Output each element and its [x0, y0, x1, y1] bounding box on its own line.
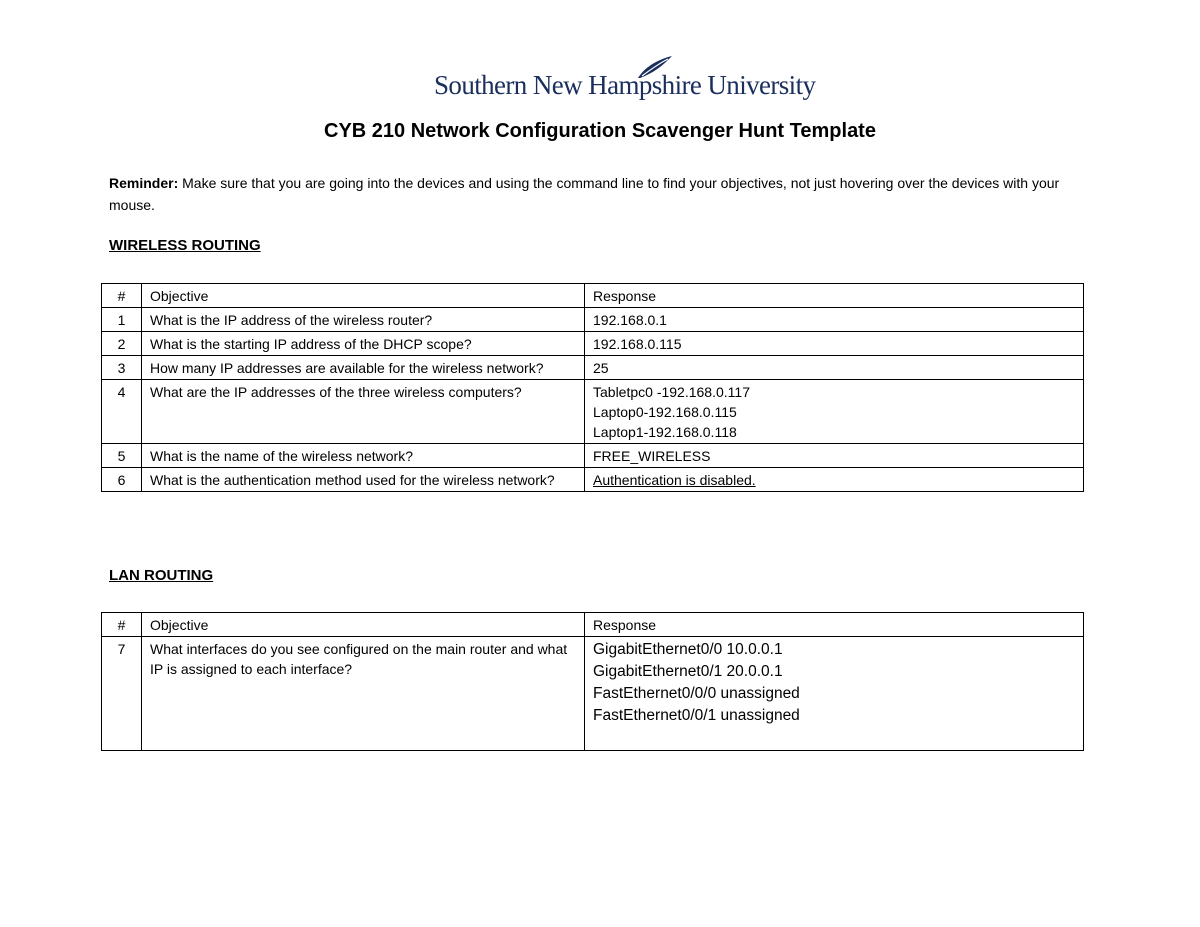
- row-response: [585, 332, 1084, 356]
- row-objective: What interfaces do you see configured on the main router and what IP is assigned to each interface?: [142, 637, 585, 751]
- response-line: 192.168.0.1: [593, 312, 667, 328]
- table-row: [102, 380, 1084, 444]
- row-response: [585, 308, 1084, 332]
- row-response: [585, 444, 1084, 468]
- response-line: GigabitEthernet0/1 20.0.0.1: [593, 663, 783, 680]
- header-response: Response: [585, 284, 1084, 308]
- response-line: 192.168.0.115: [593, 336, 682, 352]
- response-line: Laptop0-192.168.0.115: [593, 404, 737, 420]
- table-row: [102, 356, 1084, 380]
- row-num: 6: [102, 468, 142, 492]
- header-objective: Objective: [142, 613, 585, 637]
- lan-routing-table: [101, 612, 1084, 751]
- wireless-routing-table: [101, 283, 1084, 492]
- row-num: 4: [102, 380, 142, 444]
- header-response: Response: [585, 613, 1084, 637]
- row-objective: What is the name of the wireless network?: [142, 444, 585, 468]
- row-objective: What is the IP address of the wireless router?: [142, 308, 585, 332]
- row-objective: What is the authentication method used for the wireless network?: [142, 468, 585, 492]
- header-objective: Objective: [142, 284, 585, 308]
- lan-routing-heading: LAN ROUTING: [109, 567, 214, 584]
- table-row: [102, 332, 1084, 356]
- table-header-row: [102, 613, 1084, 637]
- response-line: FREE_WIRELESS: [593, 448, 711, 464]
- response-line: Authentication is disabled.: [593, 472, 756, 488]
- table-row: [102, 444, 1084, 468]
- row-num: 3: [102, 356, 142, 380]
- reminder-text: Make sure that you are going into the devices and using the command line to find your objectives, not just hovering over the devices with your mouse.: [109, 175, 1060, 213]
- header-num: #: [102, 613, 142, 637]
- response-line: GigabitEthernet0/0 10.0.0.1: [593, 641, 783, 658]
- row-objective: How many IP addresses are available for the wireless network?: [142, 356, 585, 380]
- response-line: Tabletpc0 -192.168.0.117: [593, 384, 750, 400]
- row-objective: What are the IP addresses of the three wireless computers?: [142, 380, 585, 444]
- row-response: [585, 356, 1084, 380]
- table-row: [102, 468, 1084, 492]
- response-line: FastEthernet0/0/1 unassigned: [593, 707, 800, 724]
- table-row: [102, 637, 1084, 751]
- response-line: FastEthernet0/0/0 unassigned: [593, 685, 800, 702]
- table-header-row: [102, 284, 1084, 308]
- row-num: 5: [102, 444, 142, 468]
- response-line: Laptop1-192.168.0.118: [593, 424, 737, 440]
- logo-wordmark: Southern New Hampshire University: [434, 70, 816, 100]
- row-response: [585, 637, 1084, 751]
- row-num: 2: [102, 332, 142, 356]
- row-response: [585, 468, 1084, 492]
- response-line: 25: [593, 360, 609, 376]
- wireless-routing-heading: WIRELESS ROUTING: [109, 237, 261, 254]
- row-objective: What is the starting IP address of the DHCP scope?: [142, 332, 585, 356]
- row-num: 1: [102, 308, 142, 332]
- table-row: [102, 308, 1084, 332]
- document-title: CYB 210 Network Configuration Scavenger Hunt Template: [324, 120, 876, 142]
- row-num: 7: [102, 637, 142, 751]
- reminder-label: Reminder:: [109, 175, 179, 191]
- reminder-paragraph: [109, 172, 1099, 216]
- university-logo: [434, 54, 816, 104]
- header-num: #: [102, 284, 142, 308]
- row-response: [585, 380, 1084, 444]
